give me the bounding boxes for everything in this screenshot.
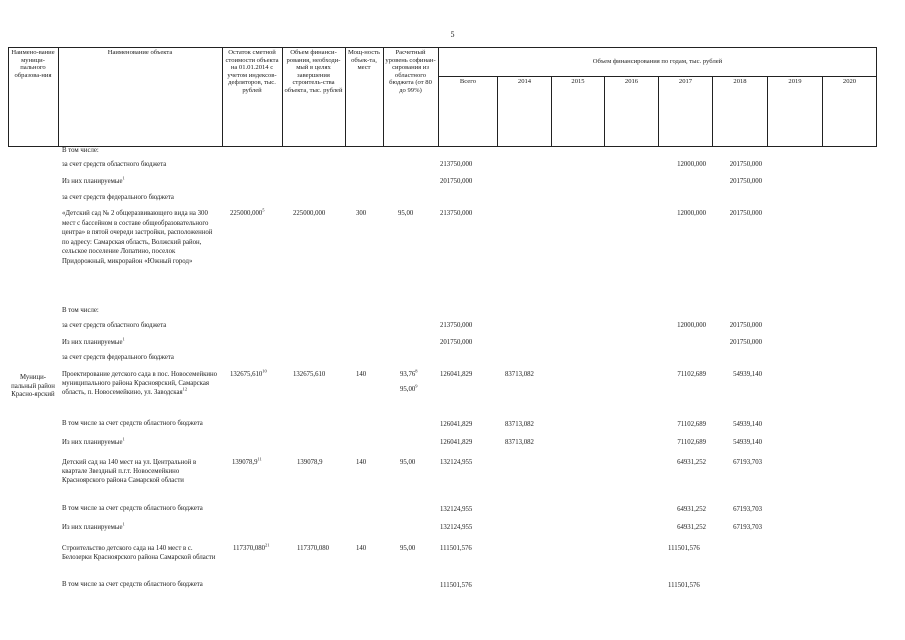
cell-residual: 132675,610$^{10}$ — [230, 368, 267, 378]
row-label: В том числе за счет средств областного бюджета — [62, 505, 203, 512]
header-year-2017: 2017 — [678, 78, 693, 85]
cell-2017: 111501,576 — [668, 545, 700, 552]
header-cofinance: Расчетный уровень софинан-сирования из областного бюджета (от 80 до 99%) — [385, 49, 436, 94]
cell-total: 126041,829 — [440, 439, 473, 446]
cell-total: 111501,576 — [440, 582, 472, 589]
header-year-2018: 2018 — [733, 78, 747, 85]
cell-volume: 117370,080 — [297, 545, 330, 552]
cell-2018: 201750,000 — [729, 339, 762, 346]
cell-2014: 83713,082 — [505, 421, 534, 428]
header-year-2015: 2015 — [571, 78, 585, 85]
cell-2018: 67193,703 — [733, 459, 762, 466]
cell-2017: 71102,689 — [677, 421, 706, 428]
cell-2017: 12000,000 — [677, 322, 706, 329]
row-label: за счет средств областного бюджета — [62, 322, 167, 329]
cell-2018: 201750,000 — [729, 322, 762, 329]
cell-2014: 83713,082 — [505, 371, 534, 378]
cell-2018: 201750,000 — [729, 210, 762, 217]
cell-total: 201750,000 — [440, 339, 473, 346]
cell-2017: 71102,689 — [677, 371, 706, 378]
cell-residual: 117370,080$^{21}$ — [233, 542, 270, 552]
header-object: Наименование объекта — [107, 49, 173, 56]
header-year-2019: 2019 — [788, 78, 802, 85]
cell-volume: 139078,9 — [297, 459, 323, 466]
cell-capacity: 300 — [356, 210, 367, 217]
page-number: 5 — [450, 30, 455, 39]
cell-2017: 64931,252 — [677, 506, 706, 513]
cell-total: 132124,955 — [440, 506, 473, 513]
row-label: за счет средств областного бюджета — [62, 161, 167, 168]
cell-2018: 201750,000 — [729, 178, 762, 185]
row-label: Строительство детского сада на 140 мест в с. Белозерки Красноярского района Самарской области — [62, 545, 216, 562]
cell-cofinance: 95,00 — [400, 545, 416, 552]
cell-total: 132124,955 — [440, 459, 473, 466]
cell-total: 201750,000 — [440, 178, 473, 185]
row-label: Из них планируемые$^1$ — [62, 521, 125, 531]
cell-total: 126041,829 — [440, 421, 473, 428]
cell-total: 213750,000 — [440, 322, 473, 329]
header-volume: Объем финанси-рования, необходи-мый в целях завершения строитель-ства объекта, тыс. рублей — [284, 49, 343, 94]
cell-cofinance-alt: 95,00$^9$ — [400, 383, 418, 393]
header-year-2016: 2016 — [624, 78, 639, 85]
header-residual: Остаток сметной стоимости объекта на 01.01.2014 с учетом индексов-дефляторов, тыс. рублей — [225, 49, 279, 94]
cell-2018: 67193,703 — [733, 506, 762, 513]
cell-2017: 71102,689 — [677, 439, 706, 446]
row-label: В том числе: — [62, 147, 99, 154]
cell-capacity: 140 — [356, 459, 367, 466]
row-label: за счет средств федерального бюджета — [62, 354, 174, 361]
cell-cofinance: 95,00 — [398, 210, 414, 217]
cell-residual: 225000,000$^5$ — [230, 207, 265, 217]
cell-2018: 201750,000 — [729, 161, 762, 168]
row-label: В том числе за счет средств областного бюджета — [62, 581, 203, 588]
cell-2017: 111501,576 — [668, 582, 700, 589]
header-capacity: Мощ-ность объек-та, мест — [347, 49, 381, 72]
cell-2018: 67193,703 — [733, 524, 762, 531]
row-label: Из них планируемые$^1$ — [62, 336, 125, 346]
row-label: Проектирование детского сада в пос. Новосемейкино муниципального района Красноярский, Самарская область, п. Новосемейкино, ул. Заводская$^{12}$ — [62, 371, 218, 397]
row-label: Из них планируемые$^1$ — [62, 175, 125, 185]
cell-2014: 83713,082 — [505, 439, 534, 446]
municipality-name: Муници-пальный район Красно-ярский — [11, 374, 55, 399]
cell-total: 213750,000 — [440, 210, 473, 217]
cell-cofinance: 93,76$^8$ — [400, 368, 418, 378]
cell-2018: 54939,140 — [733, 421, 762, 428]
row-label: «Детский сад № 2 общеразвивающего вида на 300 мест с бассейном в составе общеобразовательного центра» в пятой очереди застройки, расположенной по адресу: Самарская область, Волжский район, сельское поселение Лопатино, поселок Придорожный, микрорайон «Южный город» — [62, 210, 213, 265]
cell-total: 213750,000 — [440, 161, 473, 168]
cell-cofinance: 95,00 — [400, 459, 416, 466]
header-year-2020: 2020 — [842, 78, 857, 85]
header-municipality: Наимено-вание муници-пального образова-ния — [11, 49, 55, 79]
cell-total: 126041,829 — [440, 371, 473, 378]
cell-2017: 12000,000 — [677, 210, 706, 217]
row-label: Из них планируемые$^1$ — [62, 436, 125, 446]
cell-2018: 54939,140 — [733, 371, 762, 378]
cell-capacity: 140 — [356, 545, 367, 552]
row-label: Детский сад на 140 мест на ул. Центральной в квартале Звездный п.г.т. Новосемейкино Красноярского района Самарской области — [62, 459, 197, 485]
header-financing: Объем финансирования по годам, тыс. рублей — [592, 58, 723, 65]
row-label: В том числе: — [62, 307, 99, 314]
cell-volume: 225000,000 — [293, 210, 326, 217]
cell-residual: 139078,9$^{11}$ — [232, 456, 262, 466]
cell-total: 132124,955 — [440, 524, 473, 531]
cell-2017: 64931,252 — [677, 524, 706, 531]
cell-2017: 64931,252 — [677, 459, 706, 466]
cell-volume: 132675,610 — [293, 371, 326, 378]
row-label: за счет средств федерального бюджета — [62, 194, 174, 201]
header-year-2014: 2014 — [517, 78, 532, 85]
cell-total: 111501,576 — [440, 545, 472, 552]
cell-2017: 12000,000 — [677, 161, 706, 168]
row-label: В том числе за счет средств областного бюджета — [62, 420, 203, 427]
header-year-total: Всего — [459, 78, 477, 85]
cell-capacity: 140 — [356, 371, 367, 378]
cell-2018: 54939,140 — [733, 439, 762, 446]
